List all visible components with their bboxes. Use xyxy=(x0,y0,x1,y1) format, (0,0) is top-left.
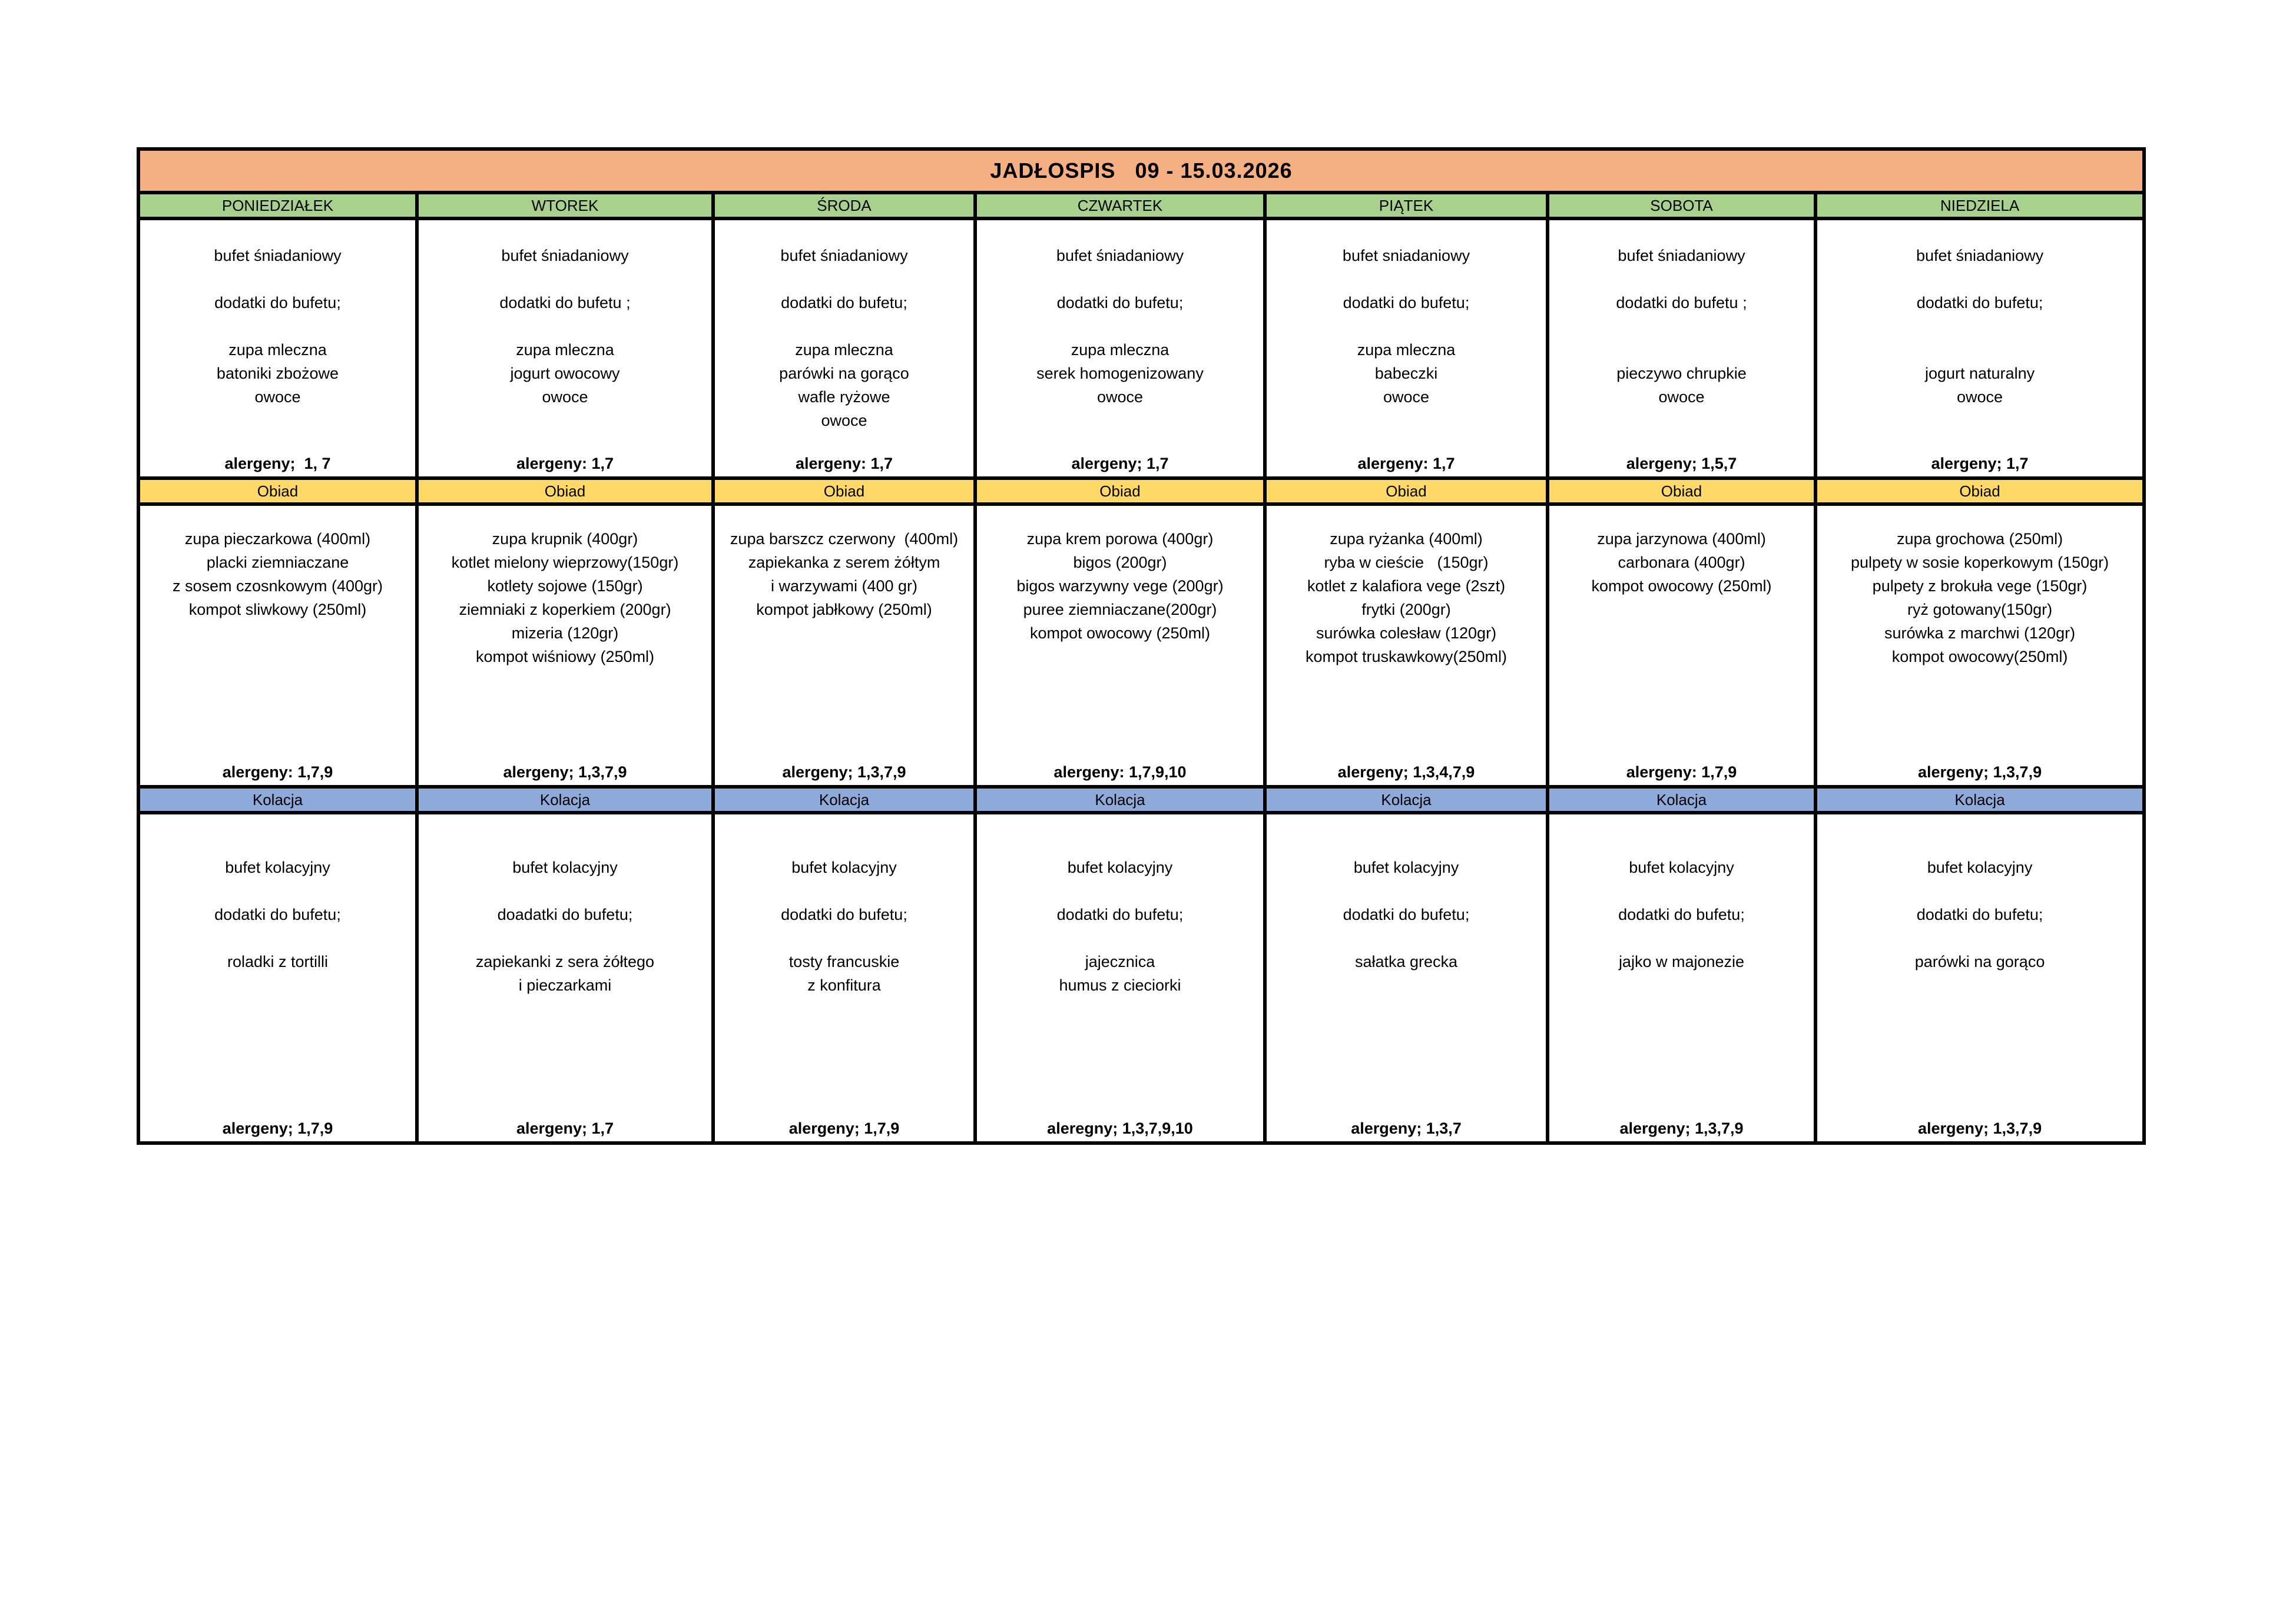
menu-item: surówka z marchwi (120gr) xyxy=(1884,624,2076,642)
menu-items xyxy=(1267,856,1546,973)
breakfast-cell xyxy=(138,218,417,478)
day-header: ŚRODA xyxy=(713,193,975,218)
breakfast-cell xyxy=(713,218,975,478)
allergens-label: alergeny: 1,7,9,10 xyxy=(1053,763,1187,781)
menu-item: frytki (200gr) xyxy=(1361,600,1451,618)
allergens-label: alergeny; 1,3,7,9 xyxy=(503,763,627,781)
day-header: PIĄTEK xyxy=(1265,193,1548,218)
menu-item xyxy=(977,879,1263,903)
allergens-label: alergeny; 1,3,4,7,9 xyxy=(1337,763,1475,781)
menu-item xyxy=(140,314,415,338)
lunch-cell xyxy=(975,504,1265,787)
menu-item: zupa krupnik (400gr) xyxy=(492,529,638,548)
allergens-label: alergeny; 1,7,9 xyxy=(222,1119,333,1137)
menu-item: dodatki do bufetu; xyxy=(1916,906,2043,924)
menu-items xyxy=(419,244,711,409)
menu-item: parówki na gorąco xyxy=(1914,953,2045,971)
menu-item: zupa jarzynowa (400ml) xyxy=(1597,529,1766,548)
menu-item xyxy=(1267,267,1546,291)
menu-item: kompot owocowy (250ml) xyxy=(1591,577,1772,595)
menu-item: dodatki do bufetu; xyxy=(1916,294,2043,312)
menu-title: JADŁOSPIS 09 - 15.03.2026 xyxy=(138,149,2144,193)
menu-item: puree ziemniaczane(200gr) xyxy=(1023,600,1217,618)
menu-item: zupa mleczna xyxy=(1357,341,1456,359)
menu-item: tosty francuskie xyxy=(788,953,900,971)
menu-item xyxy=(140,879,415,903)
allergens-label: alergeny; 1,7 xyxy=(1071,454,1169,472)
menu-item: ryż gotowany(150gr) xyxy=(1907,600,2053,618)
menu-item xyxy=(715,267,973,291)
menu-item xyxy=(1817,879,2142,903)
supper-cell xyxy=(713,813,975,1143)
menu-items xyxy=(419,856,711,997)
allergens-label: alergeny; 1,3,7,9 xyxy=(782,763,906,781)
menu-item: zupa barszcz czerwony (400ml) xyxy=(730,529,959,548)
supper-cell xyxy=(138,813,417,1143)
menu-item: jogurt naturalny xyxy=(1924,365,2035,383)
menu-item: zupa ryżanka (400ml) xyxy=(1330,529,1483,548)
allergens-label: alergeny; 1,5,7 xyxy=(1626,454,1737,472)
menu-item: jajko w majonezie xyxy=(1618,953,1745,971)
supper-cell xyxy=(1815,813,2144,1143)
day-header: PONIEDZIAŁEK xyxy=(138,193,417,218)
menu-item: dodatki do bufetu ; xyxy=(1616,294,1747,312)
menu-item: owoce xyxy=(1658,388,1705,406)
menu-item: bufet śniadaniowy xyxy=(501,247,629,265)
menu-item: bufet kolacyjny xyxy=(225,859,330,877)
menu-item: kompot jabłkowy (250ml) xyxy=(756,600,932,618)
allergens-label: alergeny; 1,7,9 xyxy=(788,1119,900,1137)
menu-item: carbonara (400gr) xyxy=(1618,553,1745,571)
supper-cell xyxy=(1548,813,1815,1143)
menu-item xyxy=(140,267,415,291)
menu-items xyxy=(1549,244,1814,409)
menu-item: bufet kolacyjny xyxy=(1067,859,1173,877)
menu-item: roladki z tortilli xyxy=(227,953,329,971)
menu-item: sałatka grecka xyxy=(1354,953,1458,971)
supper-header: Kolacja xyxy=(975,787,1265,813)
menu-item: serek homogenizowany xyxy=(1036,365,1204,383)
menu-table xyxy=(137,147,2146,1145)
allergens-label: alergeny; 1,3,7,9 xyxy=(1917,763,2042,781)
menu-item: humus z cieciorki xyxy=(1059,976,1181,995)
menu-items xyxy=(1267,244,1546,409)
menu-item: z sosem czosnkowym (400gr) xyxy=(172,577,383,595)
allergens-label: alergeny: 1,7 xyxy=(516,454,614,472)
menu-item: kompot wiśniowy (250ml) xyxy=(475,647,655,665)
menu-item xyxy=(977,314,1263,338)
menu-items xyxy=(1817,856,2142,973)
supper-header: Kolacja xyxy=(1265,787,1548,813)
menu-item xyxy=(419,879,711,903)
menu-item: bufet śniadaniowy xyxy=(1618,247,1745,265)
menu-item: pulpety w sosie koperkowym (150gr) xyxy=(1850,553,2109,571)
menu-item xyxy=(140,926,415,950)
allergens-label: alergeny; 1,3,7 xyxy=(1351,1119,1462,1137)
lunch-header: Obiad xyxy=(1815,478,2144,504)
menu-items xyxy=(977,244,1263,409)
menu-items xyxy=(715,244,973,432)
menu-item: bufet sniadaniowy xyxy=(1342,247,1470,265)
menu-item xyxy=(1267,314,1546,338)
menu-item: bufet kolacyjny xyxy=(512,859,618,877)
menu-item: zupa mleczna xyxy=(228,341,327,359)
day-header: NIEDZIELA xyxy=(1815,193,2144,218)
supper-header: Kolacja xyxy=(713,787,975,813)
menu-item: bufet kolacyjny xyxy=(791,859,897,877)
lunch-header-row xyxy=(138,478,2144,504)
menu-item: dodatki do bufetu; xyxy=(1056,906,1184,924)
menu-item: dodatki do bufetu; xyxy=(781,294,907,312)
menu-items xyxy=(419,527,711,668)
menu-item xyxy=(1817,338,2142,362)
menu-item: pulpety z brokuła vege (150gr) xyxy=(1872,577,2088,595)
supper-header: Kolacja xyxy=(1815,787,2144,813)
lunch-cell xyxy=(1815,504,2144,787)
menu-item xyxy=(1549,314,1814,338)
menu-item: bigos warzywny vege (200gr) xyxy=(1016,577,1224,595)
menu-item xyxy=(1817,267,2142,291)
menu-item: dodatki do bufetu; xyxy=(214,906,341,924)
menu-item: kompot sliwkowy (250ml) xyxy=(188,600,367,618)
allergens-label: alergeny; 1,3,7,9 xyxy=(1619,1119,1744,1137)
breakfast-cell xyxy=(417,218,713,478)
menu-item xyxy=(715,879,973,903)
menu-item: kompot truskawkowy(250ml) xyxy=(1305,647,1508,665)
menu-item: kotlet z kalafiora vege (2szt) xyxy=(1307,577,1506,595)
supper-header: Kolacja xyxy=(417,787,713,813)
lunch-header: Obiad xyxy=(1265,478,1548,504)
menu-item: owoce xyxy=(1383,388,1430,406)
lunch-header: Obiad xyxy=(975,478,1265,504)
menu-items xyxy=(1549,856,1814,973)
supper-header: Kolacja xyxy=(1548,787,1815,813)
supper-cell xyxy=(975,813,1265,1143)
allergens-label: alergeny; 1, 7 xyxy=(224,454,331,472)
menu-item: pieczywo chrupkie xyxy=(1616,365,1747,383)
day-header: WTOREK xyxy=(417,193,713,218)
menu-item: i pieczarkami xyxy=(518,976,612,995)
menu-item: batoniki zbożowe xyxy=(216,365,339,383)
menu-item: zapiekanki z sera żółtego xyxy=(475,953,655,971)
menu-items xyxy=(1817,244,2142,409)
menu-item xyxy=(977,926,1263,950)
lunch-header: Obiad xyxy=(138,478,417,504)
menu-item xyxy=(419,267,711,291)
menu-item xyxy=(715,314,973,338)
menu-item: owoce xyxy=(254,388,301,406)
menu-item: owoce xyxy=(542,388,588,406)
menu-item: bufet kolacyjny xyxy=(1927,859,2033,877)
allergens-label: alergeny: 1,7,9 xyxy=(222,763,333,781)
lunch-header: Obiad xyxy=(1548,478,1815,504)
menu-item: bufet śniadaniowy xyxy=(780,247,908,265)
day-header: SOBOTA xyxy=(1548,193,1815,218)
lunch-cell xyxy=(417,504,713,787)
menu-item: zupa mleczna xyxy=(1071,341,1169,359)
menu-items xyxy=(977,856,1263,997)
menu-items xyxy=(977,527,1263,645)
menu-item: placki ziemniaczane xyxy=(206,553,349,571)
day-header: CZWARTEK xyxy=(975,193,1265,218)
breakfast-cell xyxy=(1265,218,1548,478)
menu-item: zapiekanka z serem żółtym xyxy=(748,553,940,571)
menu-item: zupa mleczna xyxy=(795,341,893,359)
menu-item: ziemniaki z koperkiem (200gr) xyxy=(459,600,671,618)
menu-item: kotlety sojowe (150gr) xyxy=(487,577,643,595)
menu-item xyxy=(977,267,1263,291)
menu-items xyxy=(1817,527,2142,668)
menu-item xyxy=(1267,879,1546,903)
menu-item: zupa mleczna xyxy=(516,341,614,359)
supper-header-row xyxy=(138,787,2144,813)
menu-item: parówki na gorąco xyxy=(779,365,909,383)
allergens-label: alergeny; 1,7 xyxy=(1931,454,2029,472)
menu-item: dodatki do bufetu; xyxy=(1056,294,1184,312)
menu-item: dodatki do bufetu; xyxy=(1343,906,1470,924)
menu-items xyxy=(715,856,973,997)
allergens-label: alergeny: 1,7,9 xyxy=(1626,763,1737,781)
menu-item xyxy=(1817,926,2142,950)
menu-item: dodatki do bufetu; xyxy=(214,294,341,312)
breakfast-cell xyxy=(1815,218,2144,478)
menu-items xyxy=(1549,527,1814,598)
lunch-cell xyxy=(713,504,975,787)
menu-item: dodatki do bufetu ; xyxy=(499,294,631,312)
menu-items xyxy=(140,856,415,973)
allergens-label: alergeny: 1,7 xyxy=(795,454,893,472)
menu-item: dodatki do bufetu; xyxy=(1618,906,1745,924)
menu-item: ryba w cieście (150gr) xyxy=(1324,553,1489,571)
lunch-header: Obiad xyxy=(713,478,975,504)
menu-items xyxy=(140,527,415,621)
menu-item: zupa grochowa (250ml) xyxy=(1896,529,2063,548)
menu-item: doadatki do bufetu; xyxy=(497,906,633,924)
menu-items xyxy=(1267,527,1546,668)
menu-item: wafle ryżowe xyxy=(798,388,890,406)
menu-item xyxy=(1549,267,1814,291)
lunch-cell xyxy=(138,504,417,787)
menu-item: bufet śniadaniowy xyxy=(1916,247,2044,265)
lunch-cell xyxy=(1548,504,1815,787)
supper-row xyxy=(138,813,2144,1143)
menu-item xyxy=(1549,926,1814,950)
menu-item: mizeria (120gr) xyxy=(511,624,619,642)
allergens-label: alergeny; 1,3,7,9 xyxy=(1917,1119,2042,1137)
supper-header: Kolacja xyxy=(138,787,417,813)
menu-item xyxy=(1267,926,1546,950)
menu-item: i warzywami (400 gr) xyxy=(770,577,918,595)
menu-item: zupa krem porowa (400gr) xyxy=(1026,529,1214,548)
menu-item xyxy=(1817,314,2142,338)
menu-item: babeczki xyxy=(1374,365,1438,383)
menu-item: owoce xyxy=(821,412,867,430)
allergens-label: alergeny; 1,7 xyxy=(516,1119,614,1137)
menu-item xyxy=(419,314,711,338)
lunch-header: Obiad xyxy=(417,478,713,504)
menu-item xyxy=(715,926,973,950)
menu-item: bufet śniadaniowy xyxy=(214,247,342,265)
menu-item: kotlet mielony wieprzowy(150gr) xyxy=(451,553,679,571)
menu-item: bigos (200gr) xyxy=(1073,553,1167,571)
menu-item: jajecznica xyxy=(1085,953,1155,971)
supper-cell xyxy=(1265,813,1548,1143)
supper-cell xyxy=(417,813,713,1143)
menu-item: kompot owocowy(250ml) xyxy=(1891,647,2068,665)
menu-item: bufet kolacyjny xyxy=(1629,859,1734,877)
menu-item: owoce xyxy=(1096,388,1144,406)
menu-items xyxy=(715,527,973,621)
lunch-cell xyxy=(1265,504,1548,787)
menu-item: dodatki do bufetu; xyxy=(1343,294,1470,312)
menu-items xyxy=(140,244,415,409)
menu-item: owoce xyxy=(1957,388,2003,406)
menu-item: kompot owocowy (250ml) xyxy=(1029,624,1211,642)
day-header-row xyxy=(138,193,2144,218)
menu-item: jogurt owocowy xyxy=(510,365,620,383)
menu-item: bufet śniadaniowy xyxy=(1056,247,1184,265)
menu-item: z konfitura xyxy=(807,976,881,995)
menu-item: zupa pieczarkowa (400ml) xyxy=(184,529,371,548)
breakfast-cell xyxy=(975,218,1265,478)
menu-item: dodatki do bufetu; xyxy=(781,906,907,924)
menu-item: surówka colesław (120gr) xyxy=(1316,624,1497,642)
breakfast-cell xyxy=(1548,218,1815,478)
allergens-label: alergeny: 1,7 xyxy=(1357,454,1455,472)
lunch-row xyxy=(138,504,2144,787)
menu-item: bufet kolacyjny xyxy=(1353,859,1459,877)
allergens-label: aleregny; 1,3,7,9,10 xyxy=(1047,1119,1193,1137)
menu-item xyxy=(419,926,711,950)
menu-item xyxy=(1549,879,1814,903)
breakfast-row xyxy=(138,218,2144,478)
menu-item xyxy=(1549,338,1814,362)
